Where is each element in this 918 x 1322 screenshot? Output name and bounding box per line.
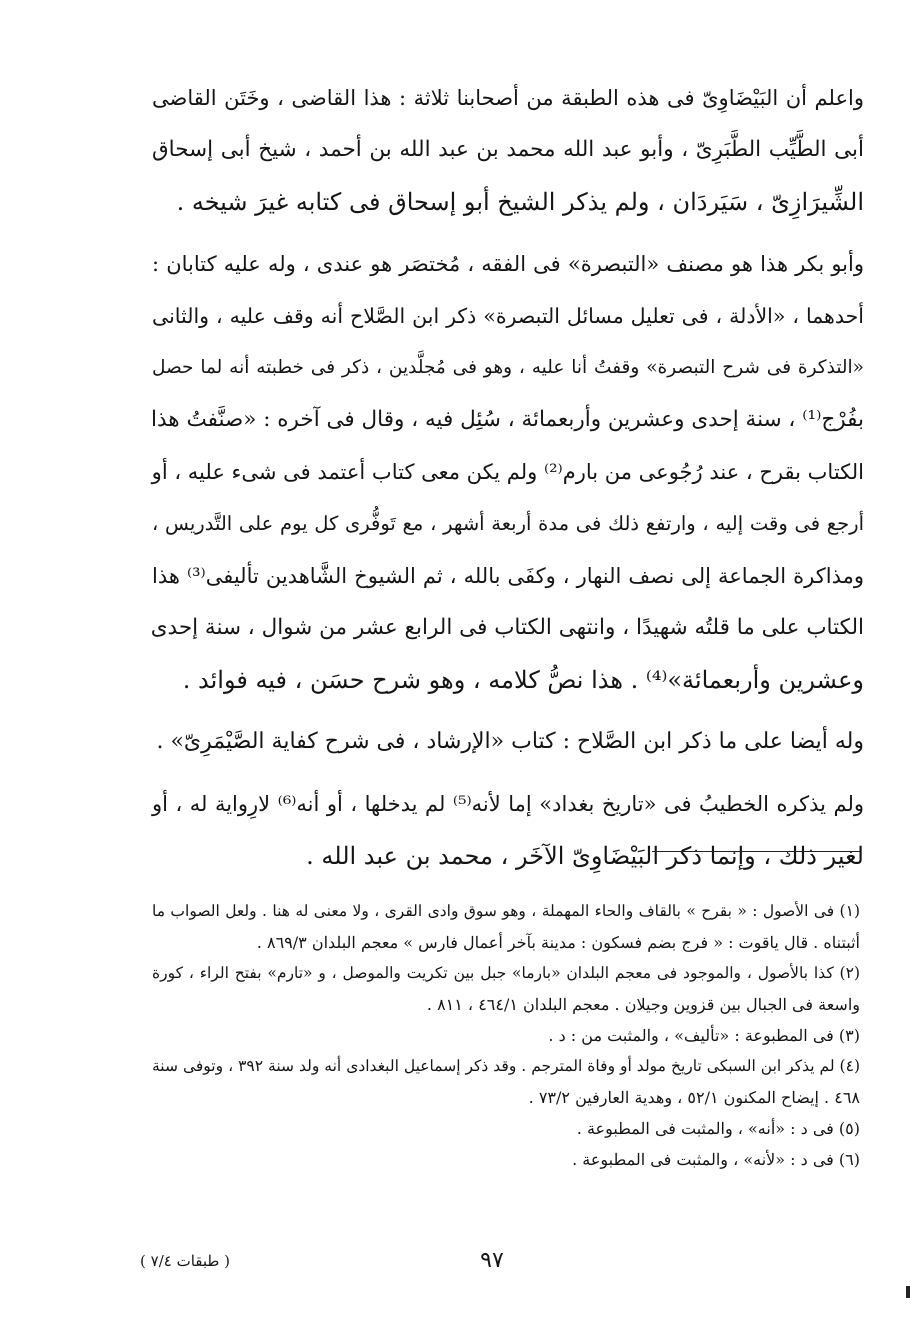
footnote-line: (٥) فى د : «أنه» ، والمثبت فى المطبوعة . bbox=[576, 1119, 860, 1138]
footnote-line: (١) فى الأصول : « بقرح » بالقاف والحاء المهملة ، وهو سوق وادى القرى ، ولا معنى له هنا . ولعل الصواب ما bbox=[152, 902, 860, 920]
text-line: وعشرين وأربعمائة»⁽⁴⁾ . هذا نصُّ كلامه ، وهو شرح حسَن ، فيه فوائد . bbox=[182, 666, 864, 694]
text-line: وأبو بكر هذا هو مصنف «التبصرة» فى الفقه ، مُختصَر هو عندى ، وله عليه كتابان : bbox=[152, 252, 864, 276]
text-line: لغير ذلك ، وإنما ذكر البَيْضَاوِىّ الآخَر ، محمد بن عبد الله . bbox=[306, 842, 864, 870]
printer-signature: ( طبقات ٧/٤ ) bbox=[140, 1252, 230, 1270]
page-number: ٩٧ bbox=[480, 1248, 504, 1273]
footnotes bbox=[152, 896, 860, 1175]
footnote-line: أثبتناه . قال ياقوت : « فرج بضم فسكون : مدينة بآخر أعمال فارس » معجم البلدان ٨٦٩/٣ . bbox=[256, 933, 860, 952]
text-line: الشِّيرَازِىّ ، سَيَردَان ، ولم يذكر الشيخ أبو إسحاق فى كتابه غيرَ شيخه . bbox=[176, 188, 864, 216]
footnote-line: (٦) فى د : «لأنه» ، والمثبت فى المطبوعة . bbox=[572, 1150, 860, 1169]
scan-edge-mark bbox=[906, 1286, 910, 1298]
footnote-line: (٣) فى المطبوعة : «تأليف» ، والمثبت من : د . bbox=[548, 1026, 860, 1045]
footnote-line: ٤٦٨ . إيضاح المكنون ٥٢/١ ، وهدية العارفين ٧٣/٢ . bbox=[528, 1088, 860, 1107]
text-line: أحدهما ، «الأدلة ، فى تعليل مسائل التبصرة» ذكر ابن الصَّلاح أنه وقف عليه ، والثانى bbox=[152, 304, 864, 328]
text-line: أرجع فى وقت إليه ، وارتفع ذلك فى مدة أربعة أشهر ، مع تَوفُّرى كل يوم على التَّدريس ، bbox=[152, 512, 864, 535]
text-line: «التذكرة فى شرح التبصرة» وقفتُ أنا عليه ، وهو فى مُجلَّدين ، ذكر فى خطبته أنه لما حصل bbox=[152, 357, 864, 378]
text-line: وله أيضا على ما ذكر ابن الصَّلاح : كتاب «الإرشاد ، فى شرح كفاية الصَّيْمَرِىّ» . bbox=[156, 729, 864, 754]
text-line: أبى الطَّيِّب الطَّبَرِىّ ، وأبو عبد الله محمد بن عبد الله بن أحمد ، شيخ أبى إسحاق bbox=[152, 137, 864, 162]
footnote-line: واسعة فى الجبال بين قزوين وجيلان . معجم البلدان ٤٦٤/١ ، ٨١١ . bbox=[426, 995, 860, 1014]
main-text bbox=[152, 72, 864, 882]
footnote-separator bbox=[652, 851, 860, 852]
text-line: بفُرْج⁽¹⁾ ، سنة إحدى وعشرين وأربعمائة ، سُئِل فيه ، وقال فى آخره : «صنَّفتُ هذا bbox=[151, 407, 864, 432]
text-line: ولم يذكره الخطيبُ فى «تاريخ بغداد» إما لأنه⁽⁵⁾ لم يدخلها ، أو أنه⁽⁶⁾ لارِواية له ، أو bbox=[152, 792, 864, 816]
text-line: ومذاكرة الجماعة إلى نصف النهار ، وكفَى بالله ، ثم الشيوخ الشَّاهدين تأليفى⁽³⁾ هذا bbox=[152, 564, 864, 588]
text-line: الكتاب بقرح ، عند رُجُوعى من بارم⁽²⁾ ولم يكن معى كتاب أعتمد فى شىء عليه ، أو bbox=[151, 460, 864, 484]
text-line: الكتاب على ما قلتُه شهيدًا ، وانتهى الكتاب فى الرابع عشر من شوال ، سنة إحدى bbox=[150, 615, 864, 640]
text-line: واعلم أن البَيْضَاوِىّ فى هذه الطبقة من أصحابنا ثلاثة : هذا القاضى ، وخَتَن القاضى bbox=[152, 86, 864, 110]
footnote-line: (٢) كذا بالأصول ، والموجود فى معجم البلدان «بارما» جبل بين تكريت والموصل ، و «تارم» بفتح الراء ، كورة bbox=[152, 964, 860, 982]
footnote-line: (٤) لم يذكر ابن السبكى تاريخ مولد أو وفاة المترجم . وقد ذكر إسماعيل البغدادى أنه ولد سنة ٣٩٢ ، وتوفى سنة bbox=[152, 1057, 860, 1075]
